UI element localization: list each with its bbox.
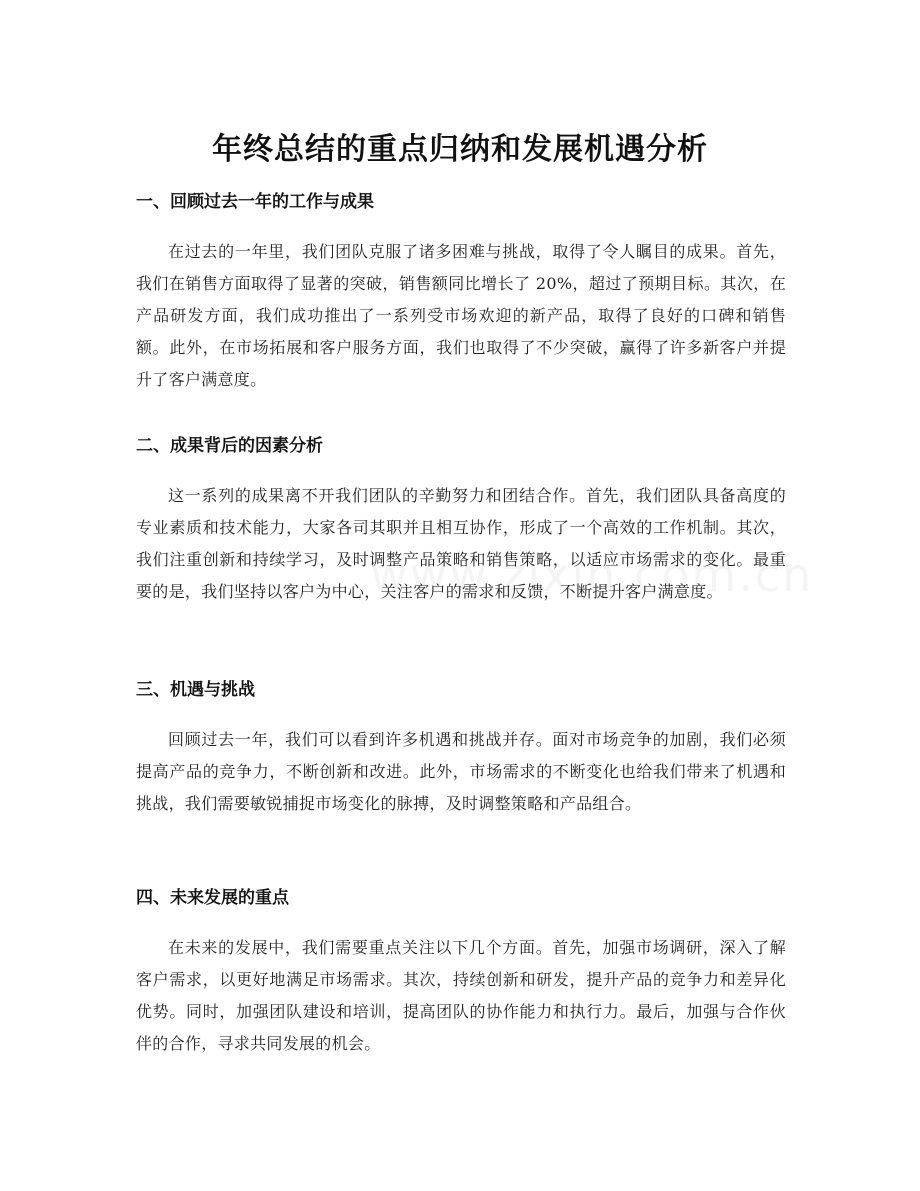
section-future-focus	[136, 886, 786, 1060]
section-factors	[136, 434, 786, 608]
section-paragraph: 在过去的一年里，我们团队克服了诸多困难与挑战，取得了令人瞩目的成果。首先，我们在销售方面取得了显著的突破，销售额同比增长了 20%，超过了预期目标。其次，在产品研发方面，我们成功推出了一系列受市场欢迎的新产品，取得了良好的口碑和销售额。此外，在市场拓展和客户服务方面，我们也取得了不少突破，赢得了许多新客户并提升了客户满意度。	[136, 242, 786, 389]
section-paragraph: 回顾过去一年，我们可以看到许多机遇和挑战并存。面对市场竞争的加剧，我们必须提高产品的竞争力，不断创新和改进。此外，市场需求的不断变化也给我们带来了机遇和挑战，我们需要敏锐捕捉市场变化的脉搏，及时调整策略和产品组合。	[136, 730, 786, 813]
section-review	[136, 190, 786, 396]
document-title: 年终总结的重点归纳和发展机遇分析	[212, 132, 708, 168]
section-heading: 一、回顾过去一年的工作与成果	[136, 192, 374, 212]
section-heading: 四、未来发展的重点	[136, 888, 289, 908]
section-opportunities	[136, 678, 786, 820]
section-paragraph: 这一系列的成果离不开我们团队的辛勤努力和团结合作。首先，我们团队具备高度的专业素质和技术能力，大家各司其职并且相互协作，形成了一个高效的工作机制。其次，我们注重创新和持续学习，及时调整产品策略和销售策略，以适应市场需求的变化。最重要的是，我们坚持以客户为中心，关注客户的需求和反馈，不断提升客户满意度。	[136, 486, 786, 601]
section-paragraph: 在未来的发展中，我们需要重点关注以下几个方面。首先，加强市场调研，深入了解客户需求，以更好地满足市场需求。其次，持续创新和研发，提升产品的竞争力和差异化优势。同时，加强团队建设和培训，提高团队的协作能力和执行力。最后，加强与合作伙伴的合作，寻求共同发展的机会。	[136, 938, 786, 1053]
section-heading: 三、机遇与挑战	[136, 680, 255, 700]
section-heading: 二、成果背后的因素分析	[136, 436, 323, 456]
